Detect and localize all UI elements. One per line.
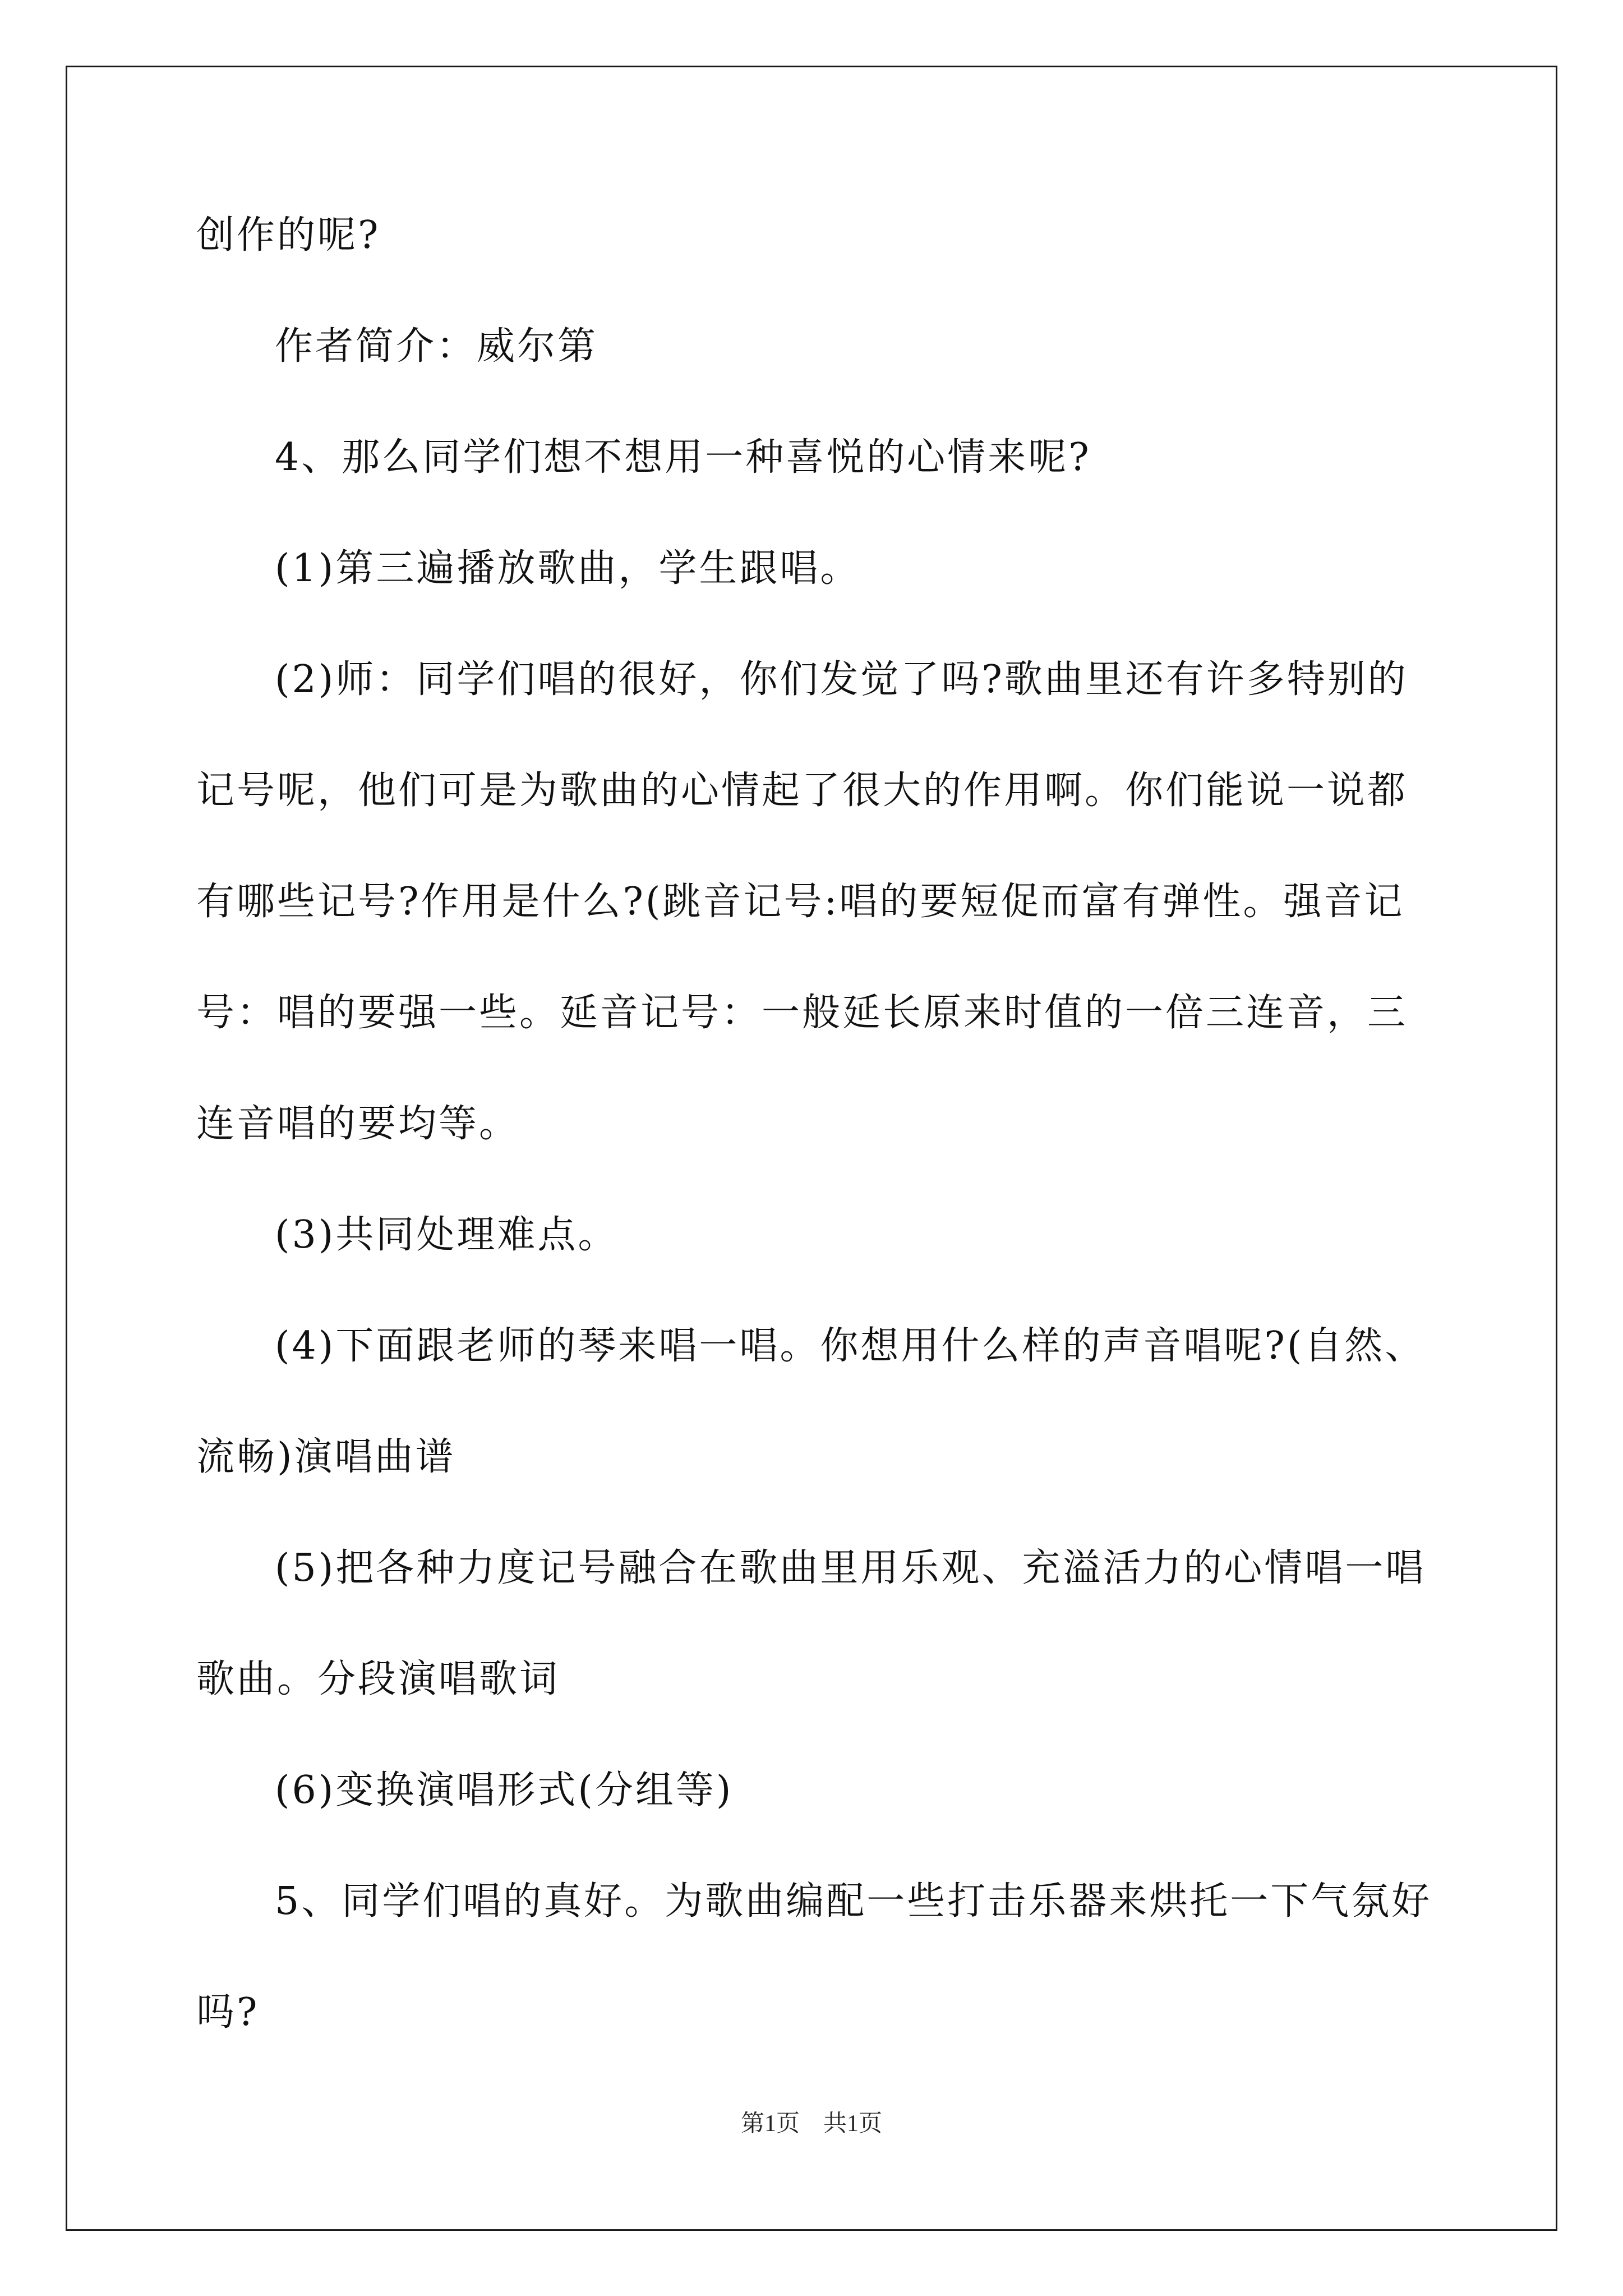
text-line: 歌曲。分段演唱歌词 (196, 1657, 560, 1701)
text-line: 号：唱的要强一些。延音记号：一般延长原来时值的一倍三连音，三 (196, 991, 1408, 1035)
text-line: 流畅)演唱曲谱 (196, 1435, 456, 1479)
text-line: (1)第三遍播放歌曲，学生跟唱。 (275, 546, 861, 591)
text-line: 有哪些记号?作用是什么?(跳音记号:唱的要短促而富有弹性。强音记 (196, 880, 1405, 924)
text-line: (5)把各种力度记号融合在歌曲里用乐观、充溢活力的心情唱一唱 (275, 1546, 1426, 1590)
text-line: (6)变换演唱形式(分组等) (275, 1768, 734, 1812)
text-line: (3)共同处理难点。 (275, 1213, 619, 1257)
text-line: 创作的呢? (196, 213, 381, 257)
text-line: 吗? (196, 1990, 260, 2035)
text-line: 4、那么同学们想不想用一种喜悦的心情来呢? (275, 435, 1091, 480)
text-line: 记号呢，他们可是为歌曲的心情起了很大的作用啊。你们能说一说都 (196, 769, 1408, 813)
text-line: (2)师：同学们唱的很好，你们发觉了吗?歌曲里还有许多特别的 (275, 657, 1408, 702)
text-line: (4)下面跟老师的琴来唱一唱。你想用什么样的声音唱呢?(自然、 (275, 1324, 1426, 1368)
text-line: 连音唱的要均等。 (196, 1102, 520, 1146)
text-line: 作者简介：威尔第 (275, 324, 598, 369)
text-line: 5、同学们唱的真好。为歌曲编配一些打击乐器来烘托一下气氛好 (275, 1879, 1432, 1924)
page-number-footer: 第1页 共1页 (740, 2111, 882, 2137)
